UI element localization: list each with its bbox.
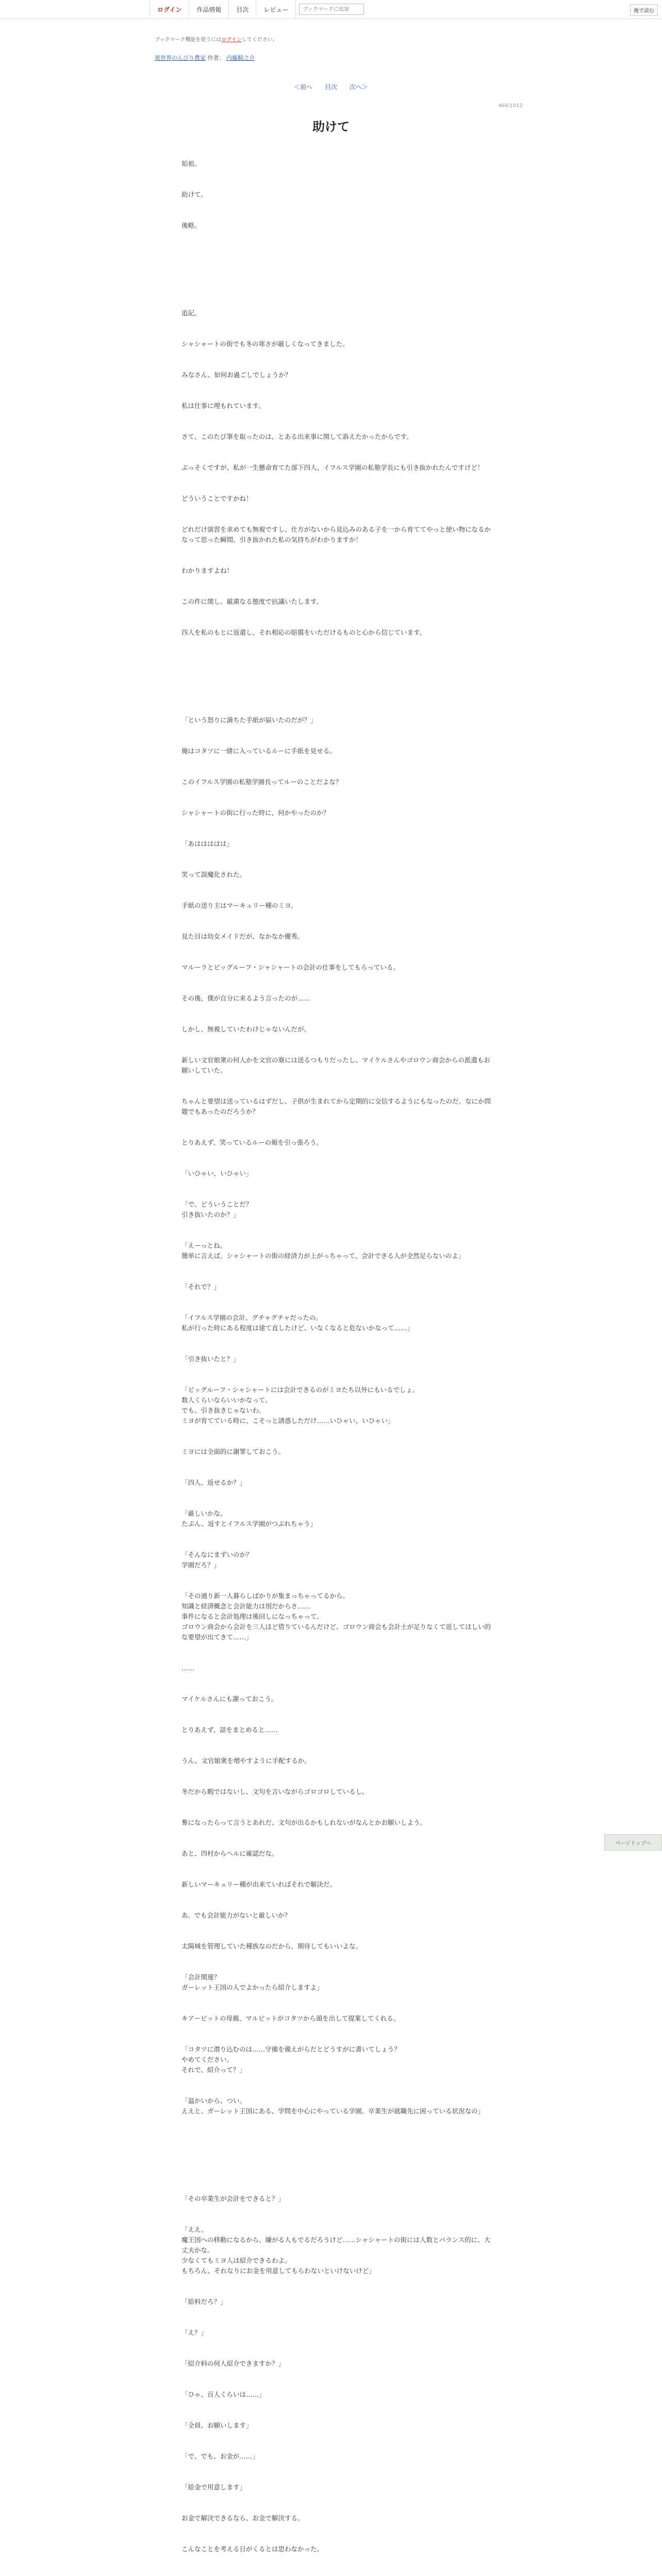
toc-link[interactable]: 目次 — [324, 83, 337, 91]
body-paragraph: このイフルス学園の私塾学園長ってルーのことだよな？ — [181, 778, 342, 786]
body-paragraph: 「ひゃ、百人くらいは……」 — [181, 2391, 266, 2398]
work-title-link[interactable]: 異世界のんびり農家 — [155, 55, 206, 61]
notice-suffix: してください。 — [241, 37, 278, 43]
body-paragraph: 見た目は幼女メイドだが、なかなか優秀。 — [181, 933, 304, 940]
body-paragraph: 「え？」 — [181, 2329, 208, 2336]
body-paragraph: どれだけ演習を求めても無視ですし、仕方がないから見込みのある子を一から育ててやっと使い物になるかなって思った瞬間、引き抜かれた私の気持ちがわかりますか！ — [181, 526, 491, 544]
body-paragraph: 「そんなにまずいのか？ 学園だろ？」 — [181, 1551, 253, 1569]
body-paragraph: 冬だから暇ではないし、文句を言いながらゴロゴロしているし。 — [181, 1788, 369, 1795]
author-label: 作者： — [207, 55, 225, 61]
body-paragraph: とりあえず、話をまとめると…… — [181, 1726, 278, 1734]
body-paragraph: 手紙の送り主はマーキュリー種のミヨ。 — [181, 902, 297, 909]
nav-review[interactable]: レビュー — [256, 0, 296, 19]
body-paragraph: 「ええ。 魔王国への移動になるから、嫌がる人もでるだろうけど……シャシャートの街には人数とバランス的に、大丈夫かな。 少なくてもミヨ人は紹介できるわよ。 もちろん、それなりにお金を用意してもらわないといけないけど」 — [181, 2226, 491, 2275]
body-paragraph: ちゃんと要望は送っているはずだし、子供が生まれてから定期的に交信するようにもなったのだ。なにか問題でもあったのだろうか？ — [181, 1097, 491, 1115]
body-paragraph: 「コタツに潜り込むのは……守備を備えがらだとどうすがに書いてしょう？ やめてください。 それで、紹介って？」 — [181, 2045, 401, 2074]
body-paragraph: 始祖。 — [181, 160, 201, 167]
breadcrumb — [155, 54, 255, 62]
body-paragraph: 「で、でも、お金が……」 — [181, 2452, 259, 2460]
body-paragraph: 「それで？」 — [181, 1283, 221, 1291]
notice-prefix: ブックマーク機能を使うには — [155, 37, 222, 43]
body-paragraph: 「その卒業生が会計をできると？」 — [181, 2195, 285, 2202]
body-paragraph: 「四人、返せるか？」 — [181, 1479, 246, 1486]
body-paragraph: 奪になったらって言うとあれだ、文句が出るかもしれないがなんとかお願いしよう。 — [181, 1819, 427, 1826]
body-paragraph: 「イフルス学園の会計、グチャグチャだったの。 私が行った時にある程度は建て直したけど、いなくなると危ないかなって……」 — [181, 1314, 414, 1332]
body-paragraph: その後、僕が自分に来るよう言ったのが…… — [181, 994, 311, 1002]
body-paragraph: さて、このたび筆を取ったのは、とある出来事に関して訴えたかったからです。 — [181, 433, 413, 440]
bookmark-notice — [155, 35, 278, 43]
body-paragraph: とりあえず、笑っているルーの頬を引っ張ろう。 — [181, 1139, 323, 1146]
body-paragraph: 助けて。 — [181, 191, 207, 198]
body-paragraph: 「給金で用意します」 — [181, 2483, 246, 2491]
body-paragraph: 太陽城を管理していた種族なのだから、期待してもいいよな。 — [181, 1942, 362, 1950]
body-paragraph: 俺はコタツに一緒に入っているルーに手紙を見せる。 — [181, 747, 336, 755]
body-paragraph: わかりますよね！ — [181, 567, 234, 574]
bookmark-input[interactable] — [299, 4, 364, 15]
prev-chapter-link[interactable]: ＜前へ — [294, 83, 313, 91]
nav-work-info[interactable]: 作品情報 — [189, 0, 229, 19]
body-paragraph: 「えーっとね。 簡単に言えば、シャシャートの街の経済力が上がっちゃって、会計できる人が全然足らないのよ」 — [181, 1242, 465, 1260]
body-paragraph: 新しい文官娘衆の何人かを文官の寮には送るつもりだったし、マイケルさんやゴロウン商会からの派遣もお願いしていた。 — [181, 1056, 490, 1074]
body-paragraph: あと、四村からヘルに確認だな。 — [181, 1850, 278, 1857]
body-paragraph: あ、でも会計能力がないと厳しいか？ — [181, 1911, 291, 1919]
body-paragraph: 笑って誤魔化された。 — [181, 871, 246, 878]
body-paragraph: シャシャートの街に行った時に、何かやったのか？ — [181, 809, 330, 817]
body-paragraph: この件に関し、厳粛なる態度で抗議いたします。 — [181, 598, 323, 605]
body-paragraph: 「紹介料の何人紹介できますか？」 — [181, 2360, 285, 2367]
body-paragraph: しかし、無視していたわけじゃないんだが。 — [181, 1025, 311, 1033]
top-nav — [150, 0, 364, 19]
body-paragraph: うん、文官娘衆を増やすように手配するか。 — [181, 1757, 311, 1765]
body-paragraph: 後略。 — [181, 222, 201, 229]
nav-table-of-contents[interactable]: 目次 — [229, 0, 256, 19]
body-paragraph: マイケルさんにも謝っておこう。 — [181, 1695, 278, 1703]
episode-number: 464/1012 — [498, 103, 523, 109]
body-paragraph: マルーラとビッグルーフ・シャシャートの会計の仕事をしてもらっている。 — [181, 963, 400, 971]
body-paragraph: どういうことですかね！ — [181, 495, 253, 502]
notice-login-link[interactable]: ログイン — [221, 37, 242, 43]
body-paragraph: 私は仕事に埋もれています。 — [181, 402, 265, 410]
body-paragraph: キアービットの母親、マルビットがコタツから頭を出して提案してくれる。 — [181, 2014, 400, 2022]
body-paragraph: ぶっそくですが、私が一生懸命育てた部下四人、イフルス学園の私塾学長にも引き抜かれたんですけど！ — [181, 464, 484, 471]
body-paragraph: ミヨには全面的に謝罪しておこう。 — [181, 1448, 285, 1455]
body-paragraph: シャシャートの街でも冬の寒さが厳しくなってきました。 — [181, 340, 349, 348]
body-paragraph: 「で、どういうことだ？ 引き抜いたのか？」 — [181, 1200, 253, 1218]
top-navigation-bar — [0, 0, 662, 19]
body-paragraph: 「全員、お願いします」 — [181, 2421, 253, 2429]
body-paragraph: 「会計関連？ ガーレット王国の人でよかったら紹介しますよ」 — [181, 1973, 323, 1991]
body-paragraph: 「給料だろ？」 — [181, 2298, 227, 2306]
chapter-title: 助けて — [312, 120, 350, 134]
body-paragraph: 「ビッグルーフ・シャシャートには会計できるのがミヨたち以外にもいるでしょ。 数人くらいならいいかなって。 でも、引き抜きじゃないわ。 ミヨが育てている時に、こそっと誘惑しただけ……いひゃい、いひゃい」 — [181, 1386, 419, 1425]
body-paragraph: 四人を私のもとに返還し、それ相応の賠償をいただけるものと心から信じています。 — [181, 629, 426, 636]
body-paragraph: 「温かいから、つい。 ええと、ガーレット王国にある、学問を中心にやっている学園。卒業生が就職先に困っている状況なの」 — [181, 2097, 485, 2115]
next-chapter-link[interactable]: 次へ＞ — [349, 83, 368, 91]
body-paragraph: 追記。 — [181, 309, 201, 317]
body-paragraph: 「その通り新一人暮らしばかりが集まっちゃってるから。 知識と経済概念と会計能力は別だからさ…… 事件になると会計処理は後回しになっちゃって。 ゴロウン商会から会計を三人ほど借りているんだけど、ゴロウン商会も会計士が足りなくて返してほしい的な要望が出てきて……」 — [181, 1592, 491, 1641]
body-paragraph: 新しいマーキュリー種が出来ていればそれで解決だ。 — [181, 1880, 337, 1888]
body-paragraph: こんなことを考える日がくるとは思わなかった。 — [181, 2545, 324, 2553]
body-paragraph: お金で解決できるなら、お金で解決する。 — [181, 2514, 304, 2522]
chapter-pager — [0, 82, 662, 91]
body-paragraph: 「いひゃい、いひゃい」 — [181, 1170, 253, 1177]
novel-body — [181, 159, 491, 2576]
body-paragraph: …… — [181, 1664, 194, 1672]
author-link[interactable]: 内藤騎之介 — [226, 55, 255, 61]
page-top-button[interactable]: ページトップへ — [604, 1834, 662, 1851]
body-paragraph: 「あははははは」 — [181, 840, 234, 848]
body-paragraph: 「という怒りに満ちた手紙が届いたのだが？」 — [181, 716, 317, 724]
login-link[interactable]: ログイン — [150, 0, 189, 19]
body-paragraph: 「厳しいかな。 たぶん、返すとイフルス学園がつぶれちゃう」 — [181, 1510, 317, 1528]
body-paragraph: みなさん、如何お過ごしでしょうか？ — [181, 371, 292, 379]
read-later-button[interactable]: 後で読む — [630, 4, 658, 16]
body-paragraph: 「引き抜いたと？」 — [181, 1355, 240, 1363]
